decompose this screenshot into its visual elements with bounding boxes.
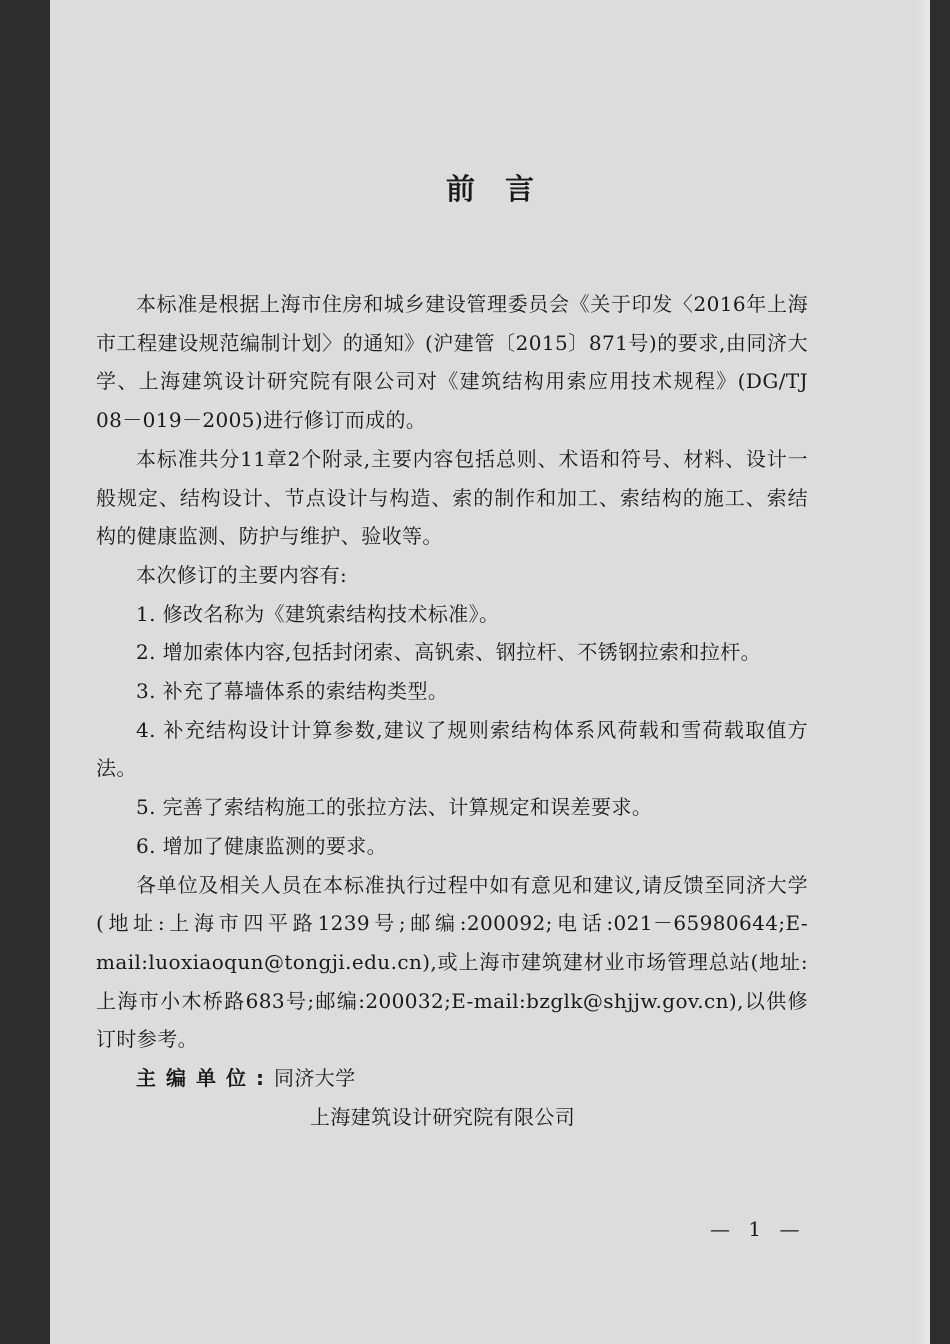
paragraph-revision-heading: 本次修订的主要内容有: bbox=[136, 562, 348, 587]
chief-editor-1: 同济大学 bbox=[274, 1066, 356, 1091]
revision-item-6: 6. 增加了健康监测的要求。 bbox=[136, 833, 388, 858]
paragraph-contents: 本标准共分11章2个附录,主要内容包括总则、术语和符号、材料、设计一般规定、结构设计、节点设计与构造、索的制作和加工、索结构的施工、索结构的健康监测、防护与维护、验收等。 bbox=[96, 446, 808, 549]
chief-editor-2: 上海建筑设计研究院有限公司 bbox=[310, 1104, 576, 1129]
revision-item-4: 4. 补充结构设计计算参数,建议了规则索结构体系风荷载和雪荷载取值方法。 bbox=[96, 717, 808, 781]
paragraph-feedback: 各单位及相关人员在本标准执行过程中如有意见和建议,请反馈至同济大学(地址:上海市四平路1239号;邮编:200092;电话:021－65980644;E-mail:luoxiaoqun@tongji.edu.cn),或上海市建筑建材业市场管理总站(地址:上海市小木桥路683号;邮编:200032;E-mail:bzglk@shjjw.gov.cn),以供修订时参考。 bbox=[96, 872, 808, 1052]
document-body bbox=[96, 285, 808, 1136]
revision-item-3: 3. 补充了幕墙体系的索结构类型。 bbox=[136, 679, 449, 704]
document-page bbox=[50, 0, 930, 1344]
revision-item-2: 2. 增加索体内容,包括封闭索、高钒索、钢拉杆、不锈钢拉索和拉杆。 bbox=[136, 640, 761, 665]
chief-editor-label: 主编单位: bbox=[136, 1066, 274, 1091]
revision-item-5: 5. 完善了索结构施工的张拉方法、计算规定和误差要求。 bbox=[136, 795, 653, 820]
page-title: 前言 bbox=[445, 172, 564, 206]
chief-editor-line bbox=[96, 1059, 808, 1098]
paragraph-intro: 本标准是根据上海市住房和城乡建设管理委员会《关于印发〈2016年上海市工程建设规范编制计划〉的通知》(沪建管〔2015〕871号)的要求,由同济大学、上海建筑设计研究院有限公司对《建筑结构用索应用技术规程》(DG/TJ 08－019－2005)进行修订而成的。 bbox=[96, 292, 808, 433]
page-number: — 1 — bbox=[710, 1217, 806, 1241]
revision-item-1: 1. 修改名称为《建筑索结构技术标准》。 bbox=[136, 601, 500, 626]
